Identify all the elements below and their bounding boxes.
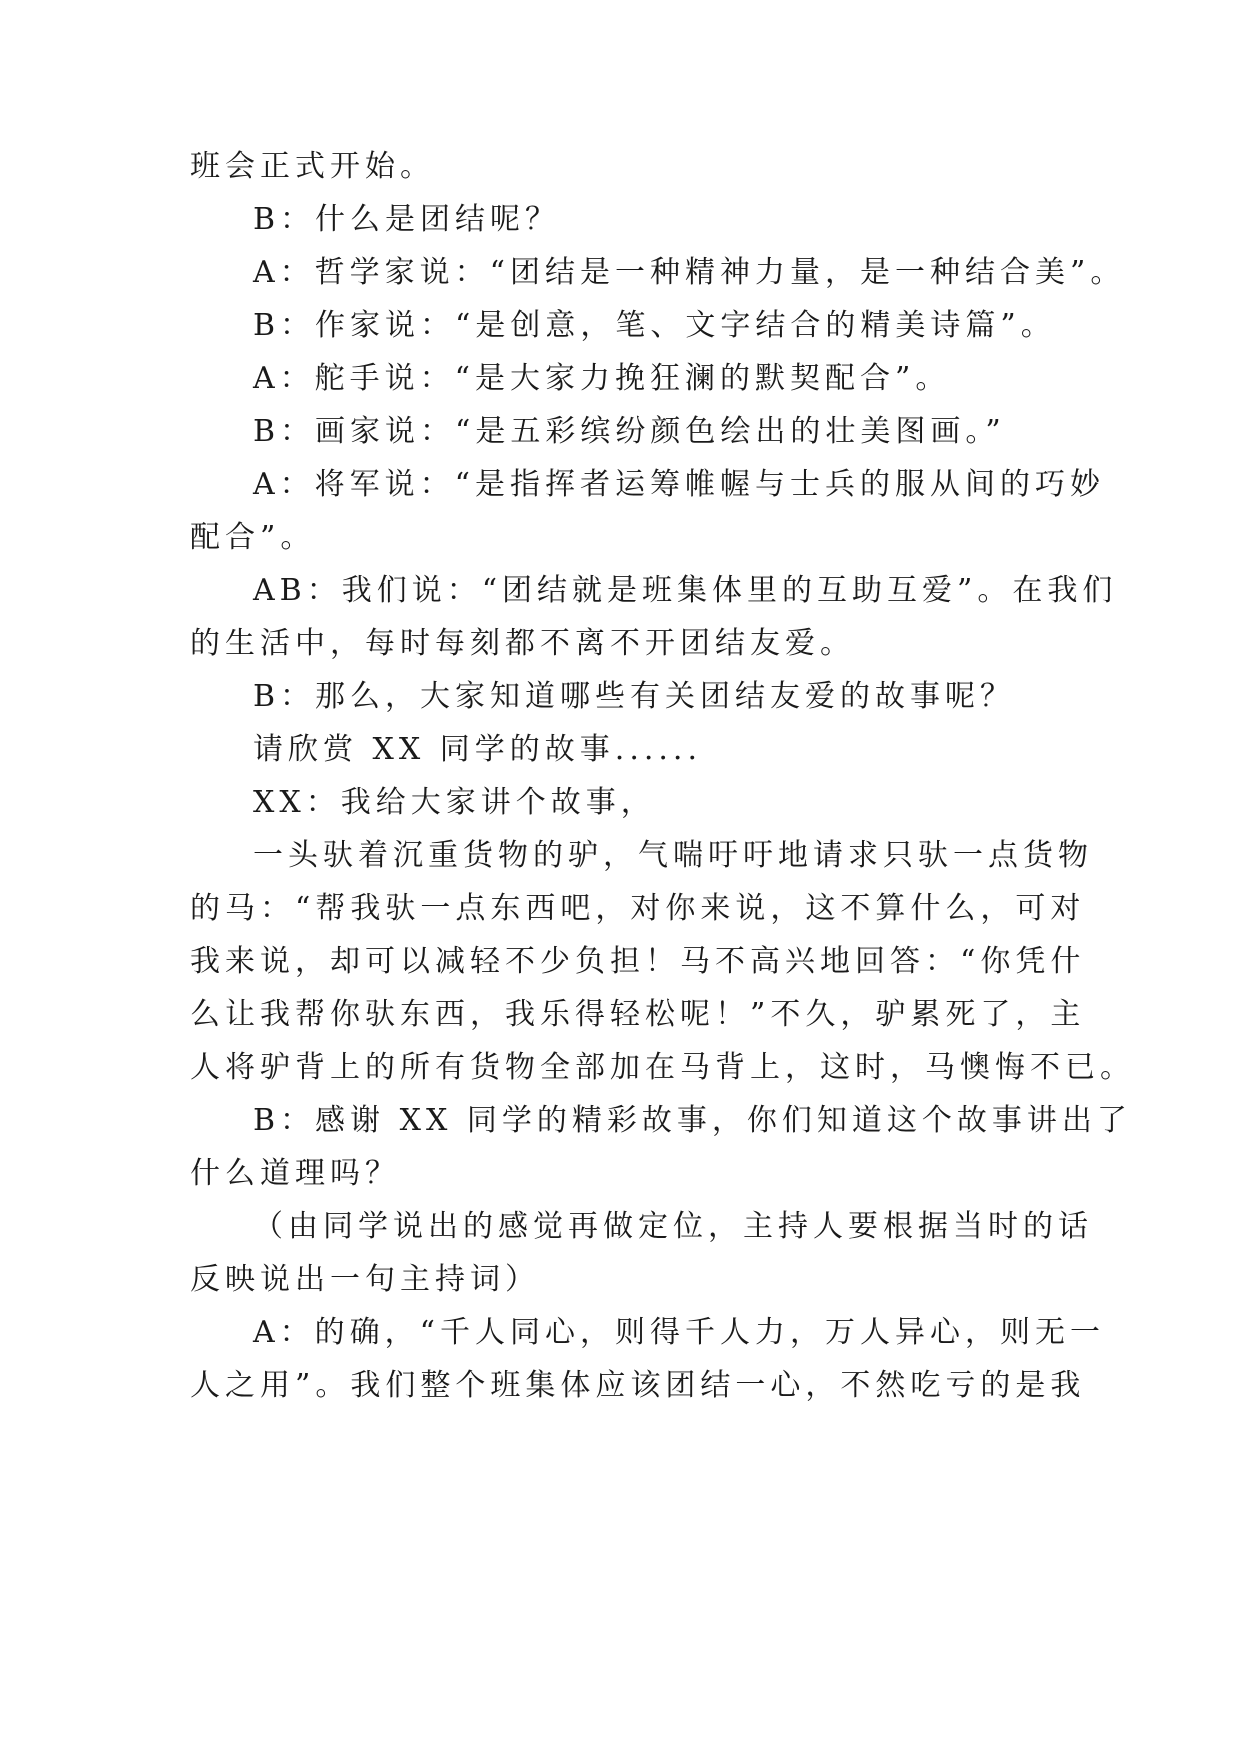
text-line: B：什么是团结呢？ [253,202,561,237]
text-line: A：哲学家说：“团结是一种精神力量，是一种结合美”。 [253,255,1126,290]
text-line: 一头驮着沉重货物的驴，气喘吁吁地请求只驮一点货物 [253,838,1093,873]
text-line: 人将驴背上的所有货物全部加在马背上，这时，马懊悔不已。 [190,1050,1135,1085]
text-line: 人之用”。我们整个班集体应该团结一心，不然吃亏的是我 [190,1368,1086,1403]
text-line: XX：我给大家讲个故事， [253,785,656,820]
text-line: AB：我们说：“团结就是班集体里的互助互爱”。在我们 [253,573,1118,608]
text-line: 反映说出一句主持词） [190,1262,540,1297]
text-line: 班会正式开始。 [190,149,435,184]
text-line: A：将军说：“是指挥者运筹帷幄与士兵的服从间的巧妙 [253,467,1106,502]
text-line: B：感谢 XX 同学的精彩故事，你们知道这个故事讲出了 [253,1103,1132,1138]
text-line: 的生活中，每时每刻都不离不开团结友爱。 [190,626,855,661]
text-line: 什么道理吗？ [190,1156,400,1191]
text-line: A：的确，“千人同心，则得千人力，万人异心，则无一 [253,1315,1106,1350]
text-line: （由同学说出的感觉再做定位，主持人要根据当时的话 [253,1209,1093,1244]
text-line: B：那么，大家知道哪些有关团结友爱的故事呢？ [253,679,1016,714]
text-line: 请欣赏 XX 同学的故事...... [253,732,703,767]
text-line: A：舵手说：“是大家力挽狂澜的默契配合”。 [253,361,951,396]
text-line: 配合”。 [190,520,316,555]
text-line: 么让我帮你驮东西，我乐得轻松呢！”不久，驴累死了，主 [190,997,1086,1032]
text-line: B：画家说：“是五彩缤纷颜色绘出的壮美图画。” [253,414,1006,449]
text-line: 的马：“帮我驮一点东西吧，对你来说，这不算什么，可对 [190,891,1086,926]
text-line: B：作家说：“是创意，笔、文字结合的精美诗篇”。 [253,308,1056,343]
text-line: 我来说，却可以减轻不少负担！马不高兴地回答：“你凭什 [190,944,1086,979]
